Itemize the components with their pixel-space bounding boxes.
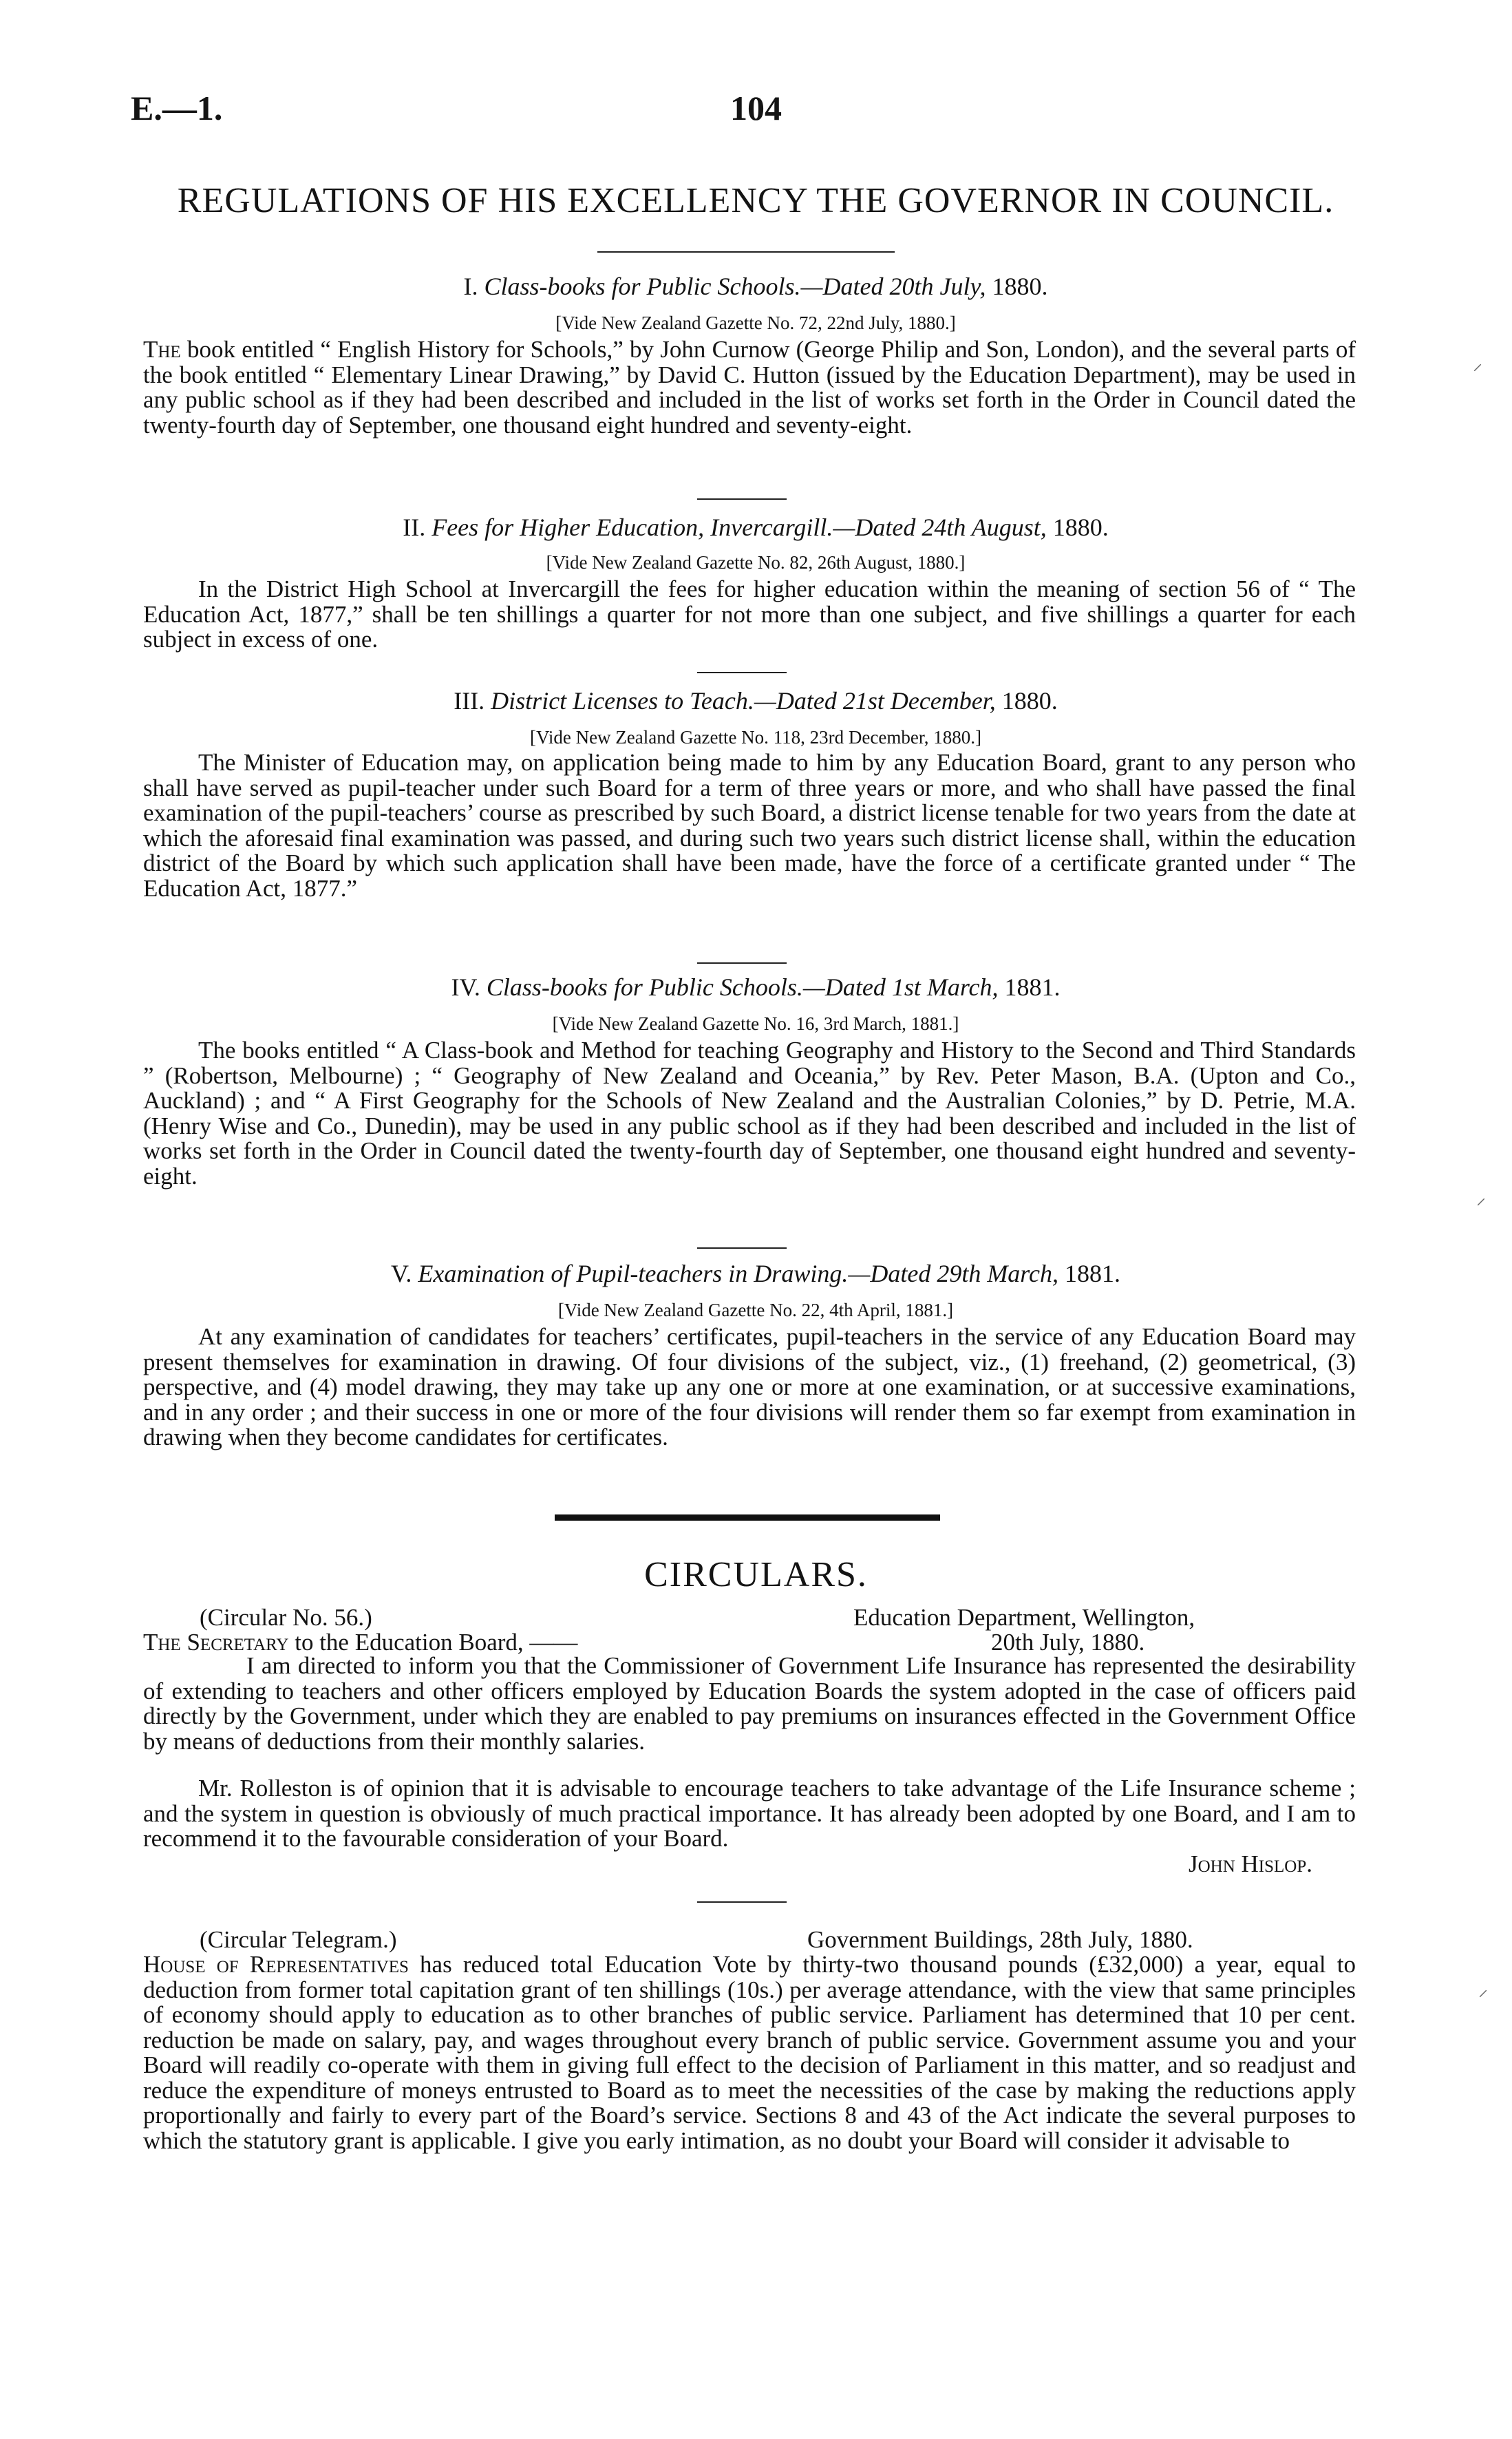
section-divider <box>697 498 787 500</box>
margin-speck: ⸝ <box>1476 1186 1487 1209</box>
section-4-gazette-ref: [Vide New Zealand Gazette No. 16, 3rd March, 1881.] <box>552 1013 959 1034</box>
section-divider <box>697 962 787 964</box>
section-1-title: I. Class-books for Public Schools.—Dated 20th July, 1880. <box>463 273 1048 300</box>
circular-56-department: Education Department, Wellington, <box>853 1604 1195 1631</box>
title-divider <box>597 251 895 253</box>
section-2-title: II. Fees for Higher Education, Invercargill.—Dated 24th August, 1880. <box>403 514 1109 541</box>
section-4-body: The books entitled “ A Class-book and Method for teaching Geography and History to the Second and Third Standards ” (Robertson, Melbourne) ; “ Geography of New Zealand and Oceania,” by Rev. Peter Mason, B.A. (Upton and Co., Auckland) ; and “ A First Geography for the Schools of New Zealand and the Australian Colonies,” by D. Petrie, M.A. (Henry Wise and Co., Dunedin), may be used in any public school as if they had been described and included in the list of works set forth in the Order in Council dated the twenty-fourth day of September, one thousand eight hundred and seventy-eight. <box>143 1037 1356 1190</box>
circular-56-signature: John Hislop. <box>1188 1850 1312 1877</box>
series-label: E.—1. <box>131 89 223 127</box>
section-divider <box>697 1247 787 1249</box>
circular-56-paragraph-1: I am directed to inform you that the Commissioner of Government Life Insurance has represented the desirability of extending to teachers and other officers employed by Education Boards the system adopted in the case of officers paid directly by the Government, under which they are enabled to pay premiums on insurances effected in the Government Office by means of deductions from their monthly salaries. <box>143 1652 1356 1755</box>
section-3-gazette-ref: [Vide New Zealand Gazette No. 118, 23rd December, 1880.] <box>529 727 982 748</box>
circular-56-paragraph-2: Mr. Rolleston is of opinion that it is advisable to encourage teachers to take advantage of the Life Insurance scheme ; and the system in question is obviously of much practical importance. It has already been adopted by one Board, and I am to recommend it to the favourable consideration of your Board. <box>143 1775 1356 1852</box>
page-title: REGULATIONS OF HIS EXCELLENCY THE GOVERNOR IN COUNCIL. <box>177 181 1334 220</box>
circulars-divider <box>555 1514 940 1521</box>
telegram-body: House of Representatives has reduced total Education Vote by thirty-two thousand pounds (£32,000) a year, equal to deduction from former total capitation grant of ten shillings (10s.) per average attendance, with the view that same principles of economy should apply to education as to other branches of public service. Parliament has determined that 10 per cent. reduction be made on salary, pay, and wages throughout every branch of public service. Government assume you and your Board will readily co-operate with them in giving full effect to the decision of Parliament in this matter, and so readjust and reduce the expenditure of moneys entrusted to Board as to meet the necessities of the case by making the reductions apply proportionally and fairly to every part of the Board’s service. Sections 8 and 43 of the Act indicate the several purposes to which the statutory grant is applicable. I give you early intimation, as no doubt your Board will consider it advisable to <box>143 1951 1356 2154</box>
section-2-body: In the District High School at Invercargill the fees for higher education within the meaning of section 56 of “ The Education Act, 1877,” shall be ten shillings a quarter for not more than one subject, and five shillings a quarter for each subject in excess of one. <box>143 576 1356 653</box>
section-3-title: III. District Licenses to Teach.—Dated 21st December, 1880. <box>454 687 1058 715</box>
section-divider <box>697 672 787 673</box>
page-number: 104 <box>730 89 782 127</box>
section-1-body: The book entitled “ English History for Schools,” by John Curnow (George Philip and Son, London), and the several parts of the book entitled “ Elementary Linear Drawing,” by David C. Hutton (issued by the Education Department), may be used in any public school as if they had been described and included in the list of works set forth in the Order in Council dated the twenty-fourth day of September, one thousand eight hundred and seventy-eight. <box>143 336 1356 439</box>
margin-speck: ⸝ <box>1473 352 1483 374</box>
section-5-gazette-ref: [Vide New Zealand Gazette No. 22, 4th April, 1881.] <box>557 1300 954 1320</box>
section-5-title: V. Examination of Pupil-teachers in Drawing.—Dated 29th March, 1881. <box>391 1260 1120 1287</box>
circulars-heading: CIRCULARS. <box>644 1555 868 1594</box>
section-1-gazette-ref: [Vide New Zealand Gazette No. 72, 22nd July, 1880.] <box>555 313 956 333</box>
section-3-body: The Minister of Education may, on application being made to him by any Education Board, grant to any person who shall have served as pupil-teacher under such Board for a term of three years or more, and who shall have passed the final examination of the pupil-teachers’ course as prescribed by such Board, a district license tenable for two years from the date at which the aforesaid final examination was passed, and during such two years such district license shall, within the education district of the Board by which such application shall have been made, have the force of a certificate granted under “ The Education Act, 1877.” <box>143 749 1356 902</box>
circular-56-label: (Circular No. 56.) <box>200 1604 372 1631</box>
section-5-body: At any examination of candidates for teachers’ certificates, pupil-teachers in the service of any Education Board may present themselves for examination in drawing. Of four divisions of the subject, viz., (1) freehand, (2) geometrical, (3) perspective, and (4) model drawing, they may take up any one or more at one examination, or at successive examinations, and in any order ; and their success in one or more of the four divisions will render them so far exempt from examination in drawing when they become candidates for certificates. <box>143 1323 1356 1450</box>
section-4-title: IV. Class-books for Public Schools.—Dated 1st March, 1881. <box>451 973 1061 1001</box>
margin-speck: ⸝ <box>1478 1978 1489 2000</box>
section-2-gazette-ref: [Vide New Zealand Gazette No. 82, 26th August, 1880.] <box>546 552 966 573</box>
circular-56-date: 20th July, 1880. <box>991 1629 1145 1656</box>
section-divider <box>697 1901 787 1903</box>
telegram-label: (Circular Telegram.) <box>200 1926 397 1953</box>
circular-56-addressee: The Secretary to the Education Board, —— <box>143 1629 578 1656</box>
telegram-place-date: Government Buildings, 28th July, 1880. <box>807 1926 1193 1953</box>
